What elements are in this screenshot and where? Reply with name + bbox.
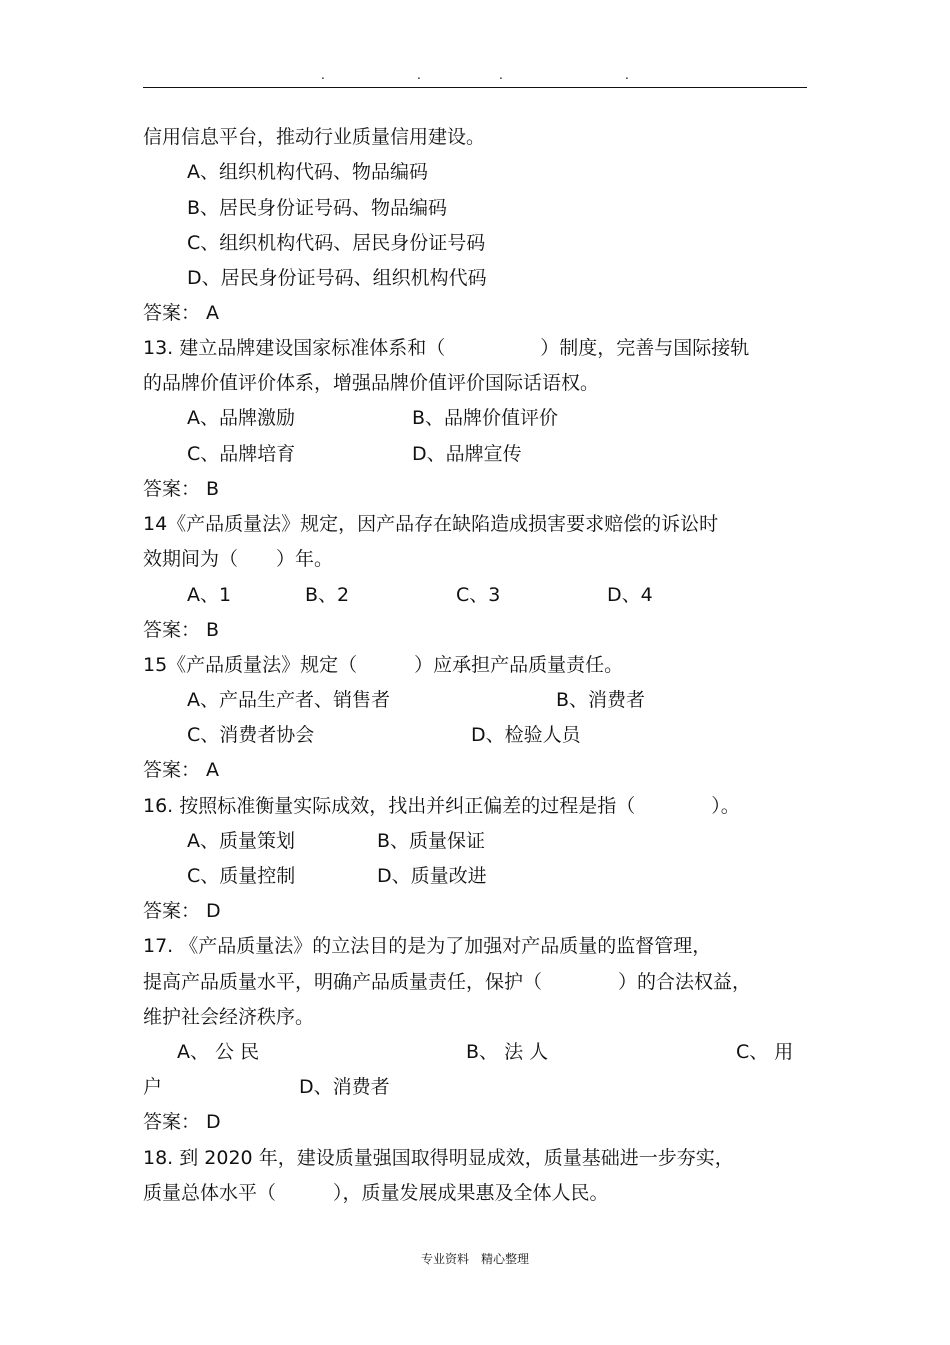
q13-option-c: C、品牌培育	[187, 443, 296, 465]
q13-stem-line2: 的品牌价值评价体系，增强品牌价值评价国际话语权。	[143, 372, 600, 394]
q17-stem-line3: 维护社会经济秩序。	[143, 1006, 315, 1028]
q16-stem: 16. 按照标准衡量实际成效，找出并纠正偏差的过程是指（ ）。	[143, 795, 740, 817]
q18-stem-line2: 质量总体水平（ ），质量发展成果惠及全体人民。	[143, 1182, 609, 1204]
header-dot: .	[417, 68, 421, 82]
header-dot: .	[625, 68, 629, 82]
q16-option-a: A、质量策划	[187, 830, 295, 852]
q16-option-d: D、质量改进	[377, 865, 487, 887]
q12-option-a: A、组织机构代码、物品编码	[187, 161, 428, 183]
q12-option-d: D、居民身份证号码、组织机构代码	[187, 267, 487, 289]
q13-answer: 答案： B	[143, 478, 220, 500]
header-rule	[143, 87, 807, 88]
header-dots	[143, 68, 807, 82]
q15-option-c: C、消费者协会	[187, 724, 315, 746]
q17-option-a: A、 公 民	[177, 1041, 260, 1063]
q14-stem-line2: 效期间为（ ）年。	[143, 548, 334, 570]
q17-option-b: B、 法 人	[466, 1041, 549, 1063]
q12-answer: 答案： A	[143, 302, 220, 324]
q17-stem-line1: 17. 《产品质量法》的立法目的是为了加强对产品质量的监督管理，	[143, 935, 712, 957]
q14-answer: 答案： B	[143, 619, 220, 641]
q17-option-c-cont: 户	[143, 1076, 163, 1098]
q16-option-c: C、质量控制	[187, 865, 296, 887]
q15-answer: 答案： A	[143, 759, 220, 781]
q16-answer: 答案： D	[143, 900, 221, 922]
q14-option-a: A、1	[187, 584, 232, 606]
q13-option-d: D、品牌宣传	[412, 443, 522, 465]
q15-option-d: D、检验人员	[471, 724, 581, 746]
q17-option-c: C、 用	[736, 1041, 794, 1063]
header-dot: .	[321, 68, 325, 82]
q16-option-b: B、质量保证	[377, 830, 486, 852]
q17-stem-line2: 提高产品质量水平，明确产品质量责任，保护（ ）的合法权益，	[143, 971, 752, 993]
q13-option-b: B、品牌价值评价	[412, 407, 559, 429]
header-dot: .	[499, 68, 503, 82]
q15-option-b: B、消费者	[556, 689, 646, 711]
q12-option-c: C、组织机构代码、居民身份证号码	[187, 232, 486, 254]
page-footer: 专业资料 精心整理	[420, 1252, 529, 1266]
q13-option-a: A、品牌激励	[187, 407, 295, 429]
q17-answer: 答案： D	[143, 1111, 221, 1133]
q12-option-b: B、居民身份证号码、物品编码	[187, 197, 448, 219]
q12-stem: 信用信息平台，推动行业质量信用建设。	[143, 126, 486, 148]
q14-stem-line1: 14《产品质量法》规定，因产品存在缺陷造成损害要求赔偿的诉讼时	[143, 513, 719, 535]
q15-stem: 15《产品质量法》规定（ ）应承担产品质量责任。	[143, 654, 624, 676]
q14-option-d: D、4	[607, 584, 653, 606]
q14-option-c: C、3	[456, 584, 501, 606]
q17-option-d: D、消费者	[299, 1076, 390, 1098]
q14-option-b: B、2	[305, 584, 350, 606]
q18-stem-line1: 18. 到 2020 年，建设质量强国取得明显成效，质量基础进一步夯实，	[143, 1147, 734, 1169]
q15-option-a: A、产品生产者、销售者	[187, 689, 390, 711]
q13-stem-line1: 13. 建立品牌建设国家标准体系和（ ）制度，完善与国际接轨	[143, 337, 750, 359]
